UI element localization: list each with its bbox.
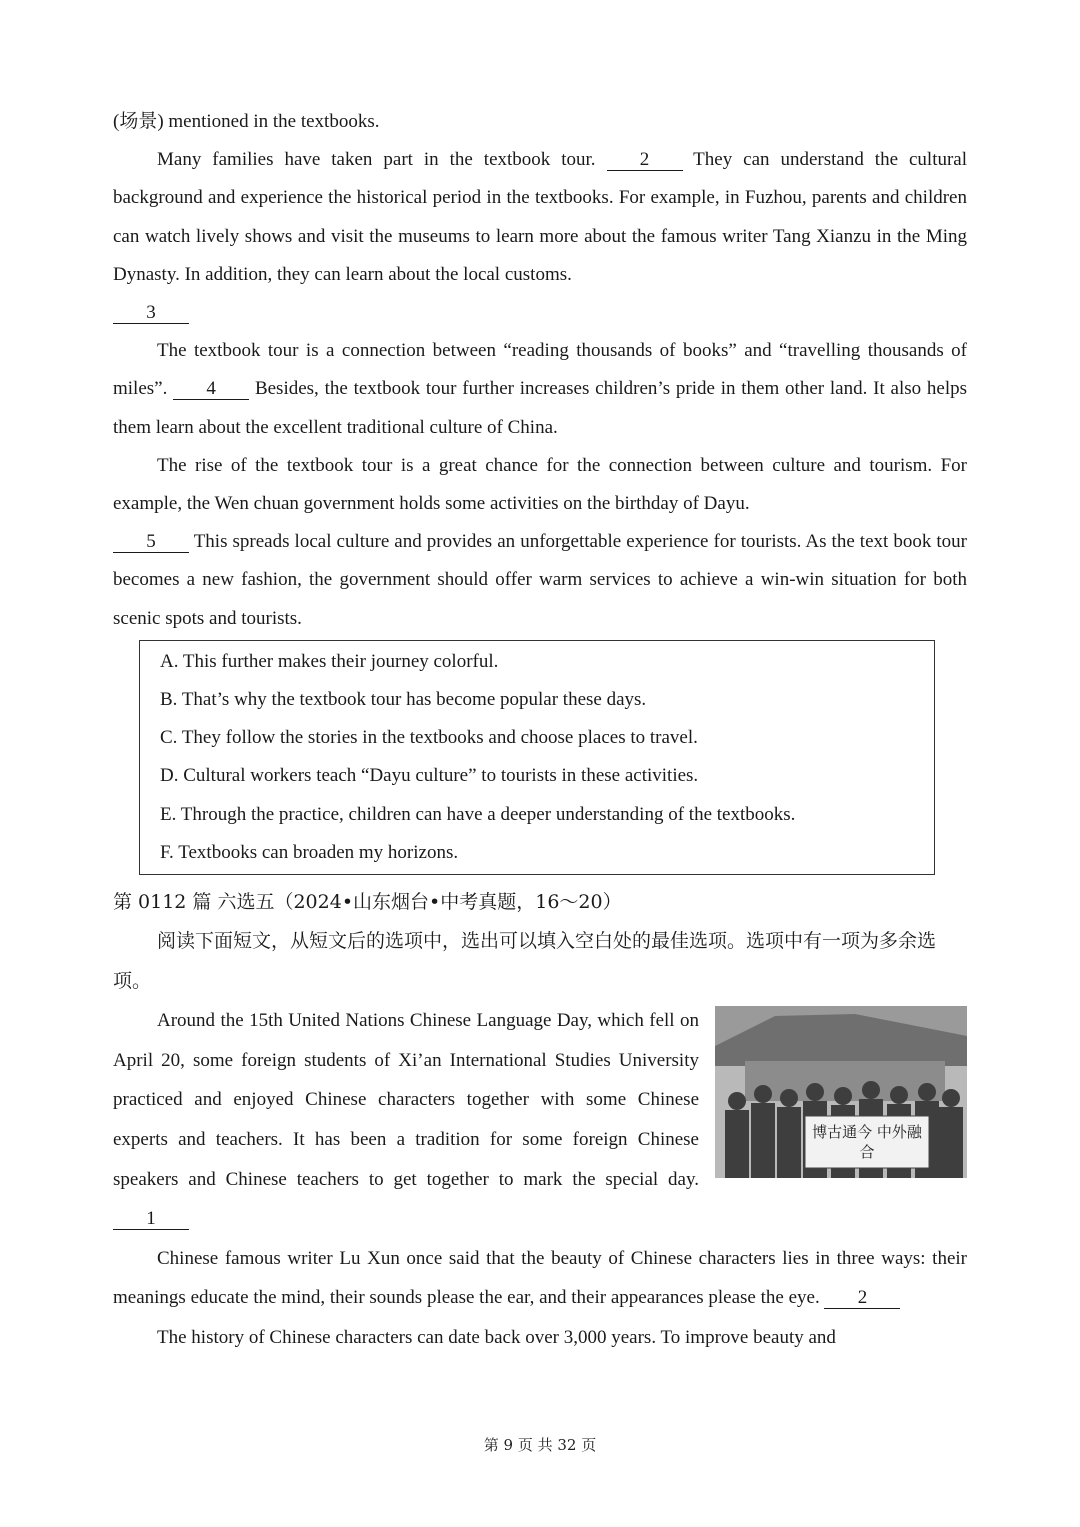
answer-blank[interactable]: 5 <box>113 532 189 553</box>
paragraph-text: The textbook tour is a connection between “reading thousands of books” and “travelling thousands of miles”. <box>113 340 967 400</box>
option-item: D. Cultural workers teach “Dayu culture” to tourists in these activities. <box>160 765 699 787</box>
document-page <box>113 103 967 1358</box>
paragraph-text: Besides, the textbook tour further increases children’s pride in them other land. It also helps them learn about the excellent traditional culture of China. <box>113 378 968 438</box>
passage-fragment: (场景) mentioned in the textbooks. <box>113 111 380 132</box>
answer-blank[interactable]: 2 <box>824 1288 900 1309</box>
options-box <box>139 640 935 875</box>
passage-paragraph <box>113 447 967 638</box>
paragraph-text: Many families have taken part in the textbook tour. <box>157 149 596 171</box>
page-number-footer: 第 9 页 共 32 页 <box>483 1436 597 1454</box>
passage-paragraph: The history of Chinese characters can date back over 3,000 years. To improve beauty and <box>157 1327 836 1349</box>
answer-blank[interactable]: 3 <box>113 303 189 324</box>
paragraph-text: This spreads local culture and provides an unforgettable experience for tourists. As the text book tour becomes a new fashion, the government should offer warm services to achieve a win-win situation for both scenic spots and tourists. <box>113 531 967 629</box>
section-heading: 第 0112 篇 六选五（2024•山东烟台•中考真题，16～20） <box>113 891 622 914</box>
photo-banner-text: 博古通今 中外融合 <box>812 1123 922 1162</box>
answer-blank[interactable]: 2 <box>607 150 683 171</box>
passage-with-photo <box>113 1001 967 1357</box>
group-photo <box>715 1006 967 1178</box>
answer-blank[interactable]: 4 <box>173 379 249 400</box>
option-item: F. Textbooks can broaden my horizons. <box>160 841 459 863</box>
passage-paragraph <box>113 1239 967 1318</box>
option-item: B. That’s why the textbook tour has become popular these days. <box>160 689 647 711</box>
answer-blank[interactable]: 1 <box>113 1209 189 1230</box>
section-instruction: 阅读下面短文，从短文后的选项中，选出可以填入空白处的最佳选项。选项中有一项为多余选项。 <box>113 930 937 993</box>
paragraph-text: Chinese famous writer Lu Xun once said that the beauty of Chinese characters lies in three ways: their meanings educate the mind, their sounds please the ear, and their appearances please the eye. <box>113 1247 967 1309</box>
paragraph-text: The rise of the textbook tour is a great chance for the connection between culture and tourism. For example, the Wen chuan government holds some activities on the birthday of Dayu. <box>113 454 967 515</box>
option-item: E. Through the practice, children can have a deeper understanding of the textbooks. <box>160 803 796 825</box>
paragraph-text: Around the 15th United Nations Chinese Language Day, which fell on April 20, some foreign students of Xi’an International Studies University practiced and enjoyed Chinese characters together with some Chinese experts and teachers. It has been a tradition for some foreign Chinese speakers and Chinese teachers to get together to mark the special day. <box>113 1010 699 1190</box>
option-item: A. This further makes their journey colorful. <box>160 650 499 672</box>
passage-paragraph <box>113 332 967 447</box>
passage-paragraph <box>113 141 967 332</box>
paragraph-text: They can understand the cultural background and experience the historical period in the textbooks. For example, in Fuzhou, parents and children can watch lively shows and visit the museums to learn more about the famous writer Tang Xianzu in the Ming Dynasty. In addition, they can learn about the local customs. <box>113 149 968 285</box>
option-item: C. They follow the stories in the textbooks and choose places to travel. <box>160 727 698 749</box>
